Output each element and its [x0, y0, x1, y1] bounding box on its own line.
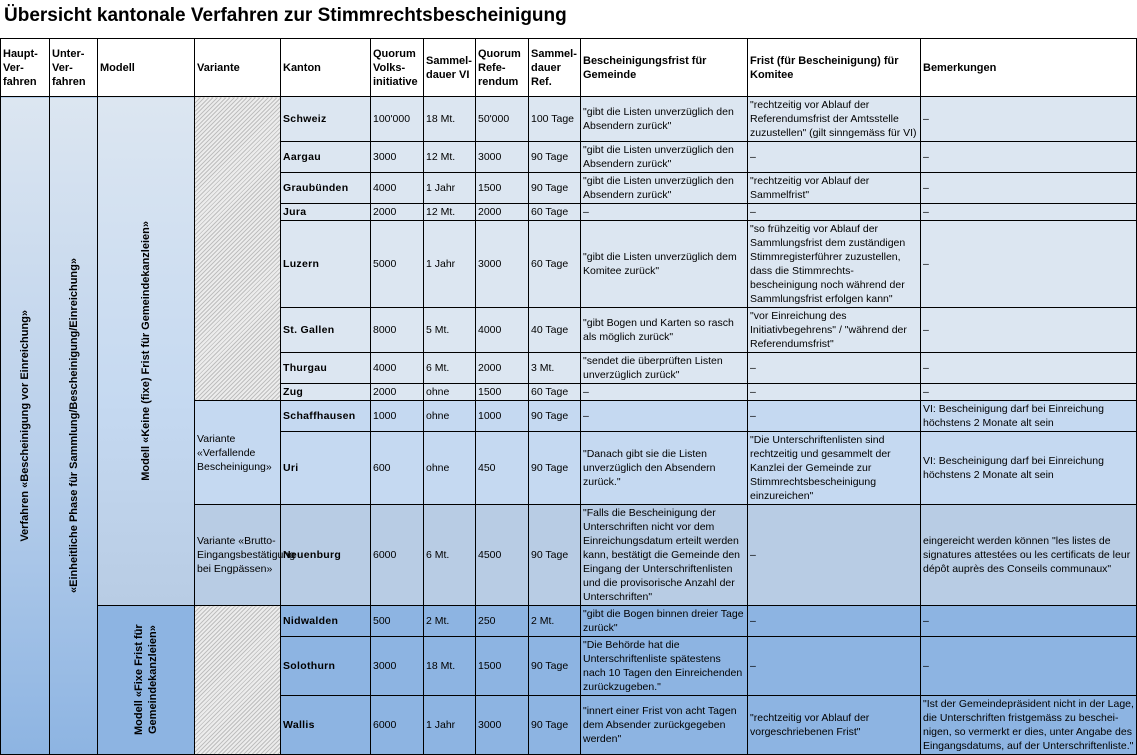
- sammeldauer-ref-cell: 2 Mt.: [529, 606, 581, 637]
- kanton-cell: Solothurn: [281, 637, 371, 696]
- variante-brutto-cell: Variante «Brutto-Eingangsbestätigung bei Engpässen»: [195, 505, 281, 606]
- quorum-ref-cell: 3000: [476, 142, 529, 173]
- frist-komitee-cell: –: [748, 505, 921, 606]
- kanton-cell: Uri: [281, 432, 371, 505]
- sammeldauer-vi-cell: 18 Mt.: [424, 97, 476, 142]
- frist-gemeinde-cell: "gibt die Bogen binnen dreier Tage zurück": [581, 606, 748, 637]
- frist-gemeinde-cell: "gibt die Listen unverzüglich den Absendern zurück": [581, 173, 748, 204]
- sammeldauer-ref-cell: 3 Mt.: [529, 353, 581, 384]
- quorum-ref-cell: 3000: [476, 696, 529, 755]
- frist-komitee-cell: –: [748, 142, 921, 173]
- sammeldauer-vi-cell: 18 Mt.: [424, 637, 476, 696]
- kanton-cell: St. Gallen: [281, 308, 371, 353]
- sammeldauer-vi-cell: ohne: [424, 384, 476, 401]
- frist-gemeinde-cell: –: [581, 384, 748, 401]
- unterverfahren-cell: [50, 97, 98, 755]
- header-quorum-vi: Quorum Volks-initiative: [371, 39, 424, 97]
- frist-komitee-cell: –: [748, 204, 921, 221]
- frist-komitee-cell: –: [748, 401, 921, 432]
- bemerkungen-cell: –: [921, 384, 1137, 401]
- sammeldauer-ref-cell: 90 Tage: [529, 173, 581, 204]
- bemerkungen-cell: –: [921, 97, 1137, 142]
- header-bemerkungen: Bemerkungen: [921, 39, 1137, 97]
- quorum-ref-cell: 4500: [476, 505, 529, 606]
- unterverfahren-label: «Einheitliche Phase für Sammlung/Bescheinigung/Einreichung»: [67, 258, 80, 593]
- sammeldauer-vi-cell: 6 Mt.: [424, 353, 476, 384]
- bemerkungen-cell: –: [921, 173, 1137, 204]
- modell-keine-cell: [98, 97, 195, 606]
- header-hauptverfahren: Haupt- Ver- fahren: [1, 39, 50, 97]
- frist-gemeinde-cell: "sendet die überprüften Listen unverzüglich zurück": [581, 353, 748, 384]
- quorum-ref-cell: 1500: [476, 637, 529, 696]
- frist-gemeinde-cell: "gibt Bogen und Karten so rasch als möglich zurück": [581, 308, 748, 353]
- quorum-vi-cell: 3000: [371, 142, 424, 173]
- frist-gemeinde-cell: "gibt die Listen unverzüglich dem Komitee zurück": [581, 221, 748, 308]
- kanton-cell: Graubünden: [281, 173, 371, 204]
- header-unterverfahren: Unter- Ver- fahren: [50, 39, 98, 97]
- quorum-vi-cell: 3000: [371, 637, 424, 696]
- quorum-vi-cell: 100'000: [371, 97, 424, 142]
- header-modell: Modell: [98, 39, 195, 97]
- frist-komitee-cell: "so frühzeitig vor Ablauf der Sammlungsfrist dem zuständigen Stimmregisterführer zuzustellen, dass die Stimmrechts-bescheinigung noch während der Sammlungsfrist erfolgen kann": [748, 221, 921, 308]
- bemerkungen-cell: –: [921, 308, 1137, 353]
- quorum-ref-cell: 4000: [476, 308, 529, 353]
- modell-fixe-label: Modell «Fixe Frist für Gemeindekanzleien»: [133, 624, 159, 736]
- variante-none-hatched: [195, 97, 281, 401]
- hauptverfahren-label: Verfahren «Bescheinigung vor Einreichung»: [19, 309, 31, 542]
- bemerkungen-cell: –: [921, 637, 1137, 696]
- frist-gemeinde-cell: "innert einer Frist von acht Tagen dem Absender zurückgegeben werden": [581, 696, 748, 755]
- sammeldauer-vi-cell: 1 Jahr: [424, 221, 476, 308]
- hauptverfahren-cell: [1, 97, 50, 755]
- frist-komitee-cell: "rechtzeitig vor Ablauf der vorgeschriebenen Frist": [748, 696, 921, 755]
- kanton-cell: Neuenburg: [281, 505, 371, 606]
- frist-komitee-cell: "vor Einreichung des Initiativbegehrens" / "während der Referendumsfrist": [748, 308, 921, 353]
- kanton-cell: Wallis: [281, 696, 371, 755]
- quorum-ref-cell: 250: [476, 606, 529, 637]
- frist-komitee-cell: –: [748, 353, 921, 384]
- sammeldauer-vi-cell: 12 Mt.: [424, 204, 476, 221]
- quorum-vi-cell: 2000: [371, 204, 424, 221]
- quorum-ref-cell: 1500: [476, 173, 529, 204]
- modell-keine-label: Modell «Keine (fixe) Frist für Gemeindekanzleien»: [140, 221, 152, 481]
- frist-gemeinde-cell: "Danach gibt sie die Listen unverzüglich den Absendern zurück.": [581, 432, 748, 505]
- quorum-vi-cell: 8000: [371, 308, 424, 353]
- header-sammeldauer-ref: Sammel-dauer Ref.: [529, 39, 581, 97]
- frist-komitee-cell: –: [748, 606, 921, 637]
- sammeldauer-vi-cell: 1 Jahr: [424, 173, 476, 204]
- frist-gemeinde-cell: "Falls die Bescheinigung der Unterschriften nicht vor dem Einreichungsdatum erteilt werden kann, bestätigt die Gemeinde den Eingang der Unterschriftenlisten und die provisorische Anzahl der Unterschriften": [581, 505, 748, 606]
- sammeldauer-ref-cell: 90 Tage: [529, 432, 581, 505]
- frist-komitee-cell: "rechtzeitig vor Ablauf der Referendumsfrist der Amtsstelle zuzustellen" (gilt sinngemäss für VI): [748, 97, 921, 142]
- frist-komitee-cell: –: [748, 637, 921, 696]
- frist-komitee-cell: "rechtzeitig vor Ablauf der Sammelfrist": [748, 173, 921, 204]
- quorum-vi-cell: 6000: [371, 505, 424, 606]
- sammeldauer-vi-cell: 12 Mt.: [424, 142, 476, 173]
- variante-none-hatched: [195, 606, 281, 755]
- quorum-ref-cell: 50'000: [476, 97, 529, 142]
- sammeldauer-vi-cell: 2 Mt.: [424, 606, 476, 637]
- sammeldauer-vi-cell: 5 Mt.: [424, 308, 476, 353]
- header-variante: Variante: [195, 39, 281, 97]
- quorum-ref-cell: 2000: [476, 204, 529, 221]
- frist-komitee-cell: "Die Unterschriftenlisten sind rechtzeitig und gesammelt der Kanzlei der Gemeinde zur Stimmrechtsbescheinigung einzureichen": [748, 432, 921, 505]
- frist-gemeinde-cell: –: [581, 401, 748, 432]
- kanton-cell: Thurgau: [281, 353, 371, 384]
- variante-verfallende-cell: Variante «Verfallende Bescheinigung»: [195, 401, 281, 505]
- sammeldauer-ref-cell: 60 Tage: [529, 221, 581, 308]
- kanton-cell: Aargau: [281, 142, 371, 173]
- bemerkungen-cell: –: [921, 353, 1137, 384]
- quorum-ref-cell: 2000: [476, 353, 529, 384]
- quorum-ref-cell: 3000: [476, 221, 529, 308]
- table-row: [1, 97, 1137, 142]
- frist-gemeinde-cell: "gibt die Listen unverzüglich den Absendern zurück": [581, 142, 748, 173]
- sammeldauer-vi-cell: 6 Mt.: [424, 505, 476, 606]
- header-row: [1, 39, 1137, 97]
- bemerkungen-cell: –: [921, 221, 1137, 308]
- bemerkungen-cell: eingereicht werden können "les listes de signatures attestées ou les certificats de leur dépôt auprès des Conseils communaux": [921, 505, 1137, 606]
- kanton-cell: Nidwalden: [281, 606, 371, 637]
- quorum-ref-cell: 1500: [476, 384, 529, 401]
- bemerkungen-cell: –: [921, 204, 1137, 221]
- sammeldauer-ref-cell: 60 Tage: [529, 204, 581, 221]
- header-kanton: Kanton: [281, 39, 371, 97]
- sammeldauer-ref-cell: 90 Tage: [529, 637, 581, 696]
- sammeldauer-vi-cell: 1 Jahr: [424, 696, 476, 755]
- frist-gemeinde-cell: "Die Behörde hat die Unterschriftenliste spätestens nach 10 Tagen den Einreichenden zurückzugeben.": [581, 637, 748, 696]
- page-title: Übersicht kantonale Verfahren zur Stimmrechtsbescheinigung: [4, 5, 567, 26]
- header-frist-gemeinde: Bescheinigungsfrist für Gemeinde: [581, 39, 748, 97]
- frist-komitee-cell: –: [748, 384, 921, 401]
- cantonal-procedures-table: [0, 38, 1137, 755]
- table-row: [1, 606, 1137, 637]
- quorum-vi-cell: 600: [371, 432, 424, 505]
- sammeldauer-ref-cell: 40 Tage: [529, 308, 581, 353]
- sammeldauer-ref-cell: 60 Tage: [529, 384, 581, 401]
- bemerkungen-cell: VI: Bescheinigung darf bei Einreichung höchstens 2 Monate alt sein: [921, 432, 1137, 505]
- header-frist-komitee: Frist (für Bescheinigung) für Komitee: [748, 39, 921, 97]
- sammeldauer-vi-cell: ohne: [424, 432, 476, 505]
- bemerkungen-cell: –: [921, 142, 1137, 173]
- sammeldauer-ref-cell: 100 Tage: [529, 97, 581, 142]
- quorum-vi-cell: 5000: [371, 221, 424, 308]
- bemerkungen-cell: –: [921, 606, 1137, 637]
- sammeldauer-vi-cell: ohne: [424, 401, 476, 432]
- quorum-ref-cell: 450: [476, 432, 529, 505]
- frist-gemeinde-cell: "gibt die Listen unverzüglich den Absendern zurück": [581, 97, 748, 142]
- quorum-vi-cell: 4000: [371, 173, 424, 204]
- header-sammeldauer-vi: Sammel-dauer VI: [424, 39, 476, 97]
- header-quorum-ref: Quorum Refe-rendum: [476, 39, 529, 97]
- modell-fixe-cell: [98, 606, 195, 755]
- sammeldauer-ref-cell: 90 Tage: [529, 142, 581, 173]
- kanton-cell: Jura: [281, 204, 371, 221]
- quorum-vi-cell: 6000: [371, 696, 424, 755]
- kanton-cell: Schweiz: [281, 97, 371, 142]
- sammeldauer-ref-cell: 90 Tage: [529, 696, 581, 755]
- quorum-vi-cell: 1000: [371, 401, 424, 432]
- kanton-cell: Zug: [281, 384, 371, 401]
- frist-gemeinde-cell: –: [581, 204, 748, 221]
- quorum-ref-cell: 1000: [476, 401, 529, 432]
- kanton-cell: Luzern: [281, 221, 371, 308]
- bemerkungen-cell: "Ist der Gemeindepräsident nicht in der Lage, die Unterschriften fristgemäss zu beschei-nigen, so vermerkt er dies, unter Angabe des Eingangsdatums, auf der Unterschriftenliste.": [921, 696, 1137, 755]
- quorum-vi-cell: 4000: [371, 353, 424, 384]
- bemerkungen-cell: VI: Bescheinigung darf bei Einreichung höchstens 2 Monate alt sein: [921, 401, 1137, 432]
- quorum-vi-cell: 2000: [371, 384, 424, 401]
- sammeldauer-ref-cell: 90 Tage: [529, 505, 581, 606]
- quorum-vi-cell: 500: [371, 606, 424, 637]
- kanton-cell: Schaffhausen: [281, 401, 371, 432]
- sammeldauer-ref-cell: 90 Tage: [529, 401, 581, 432]
